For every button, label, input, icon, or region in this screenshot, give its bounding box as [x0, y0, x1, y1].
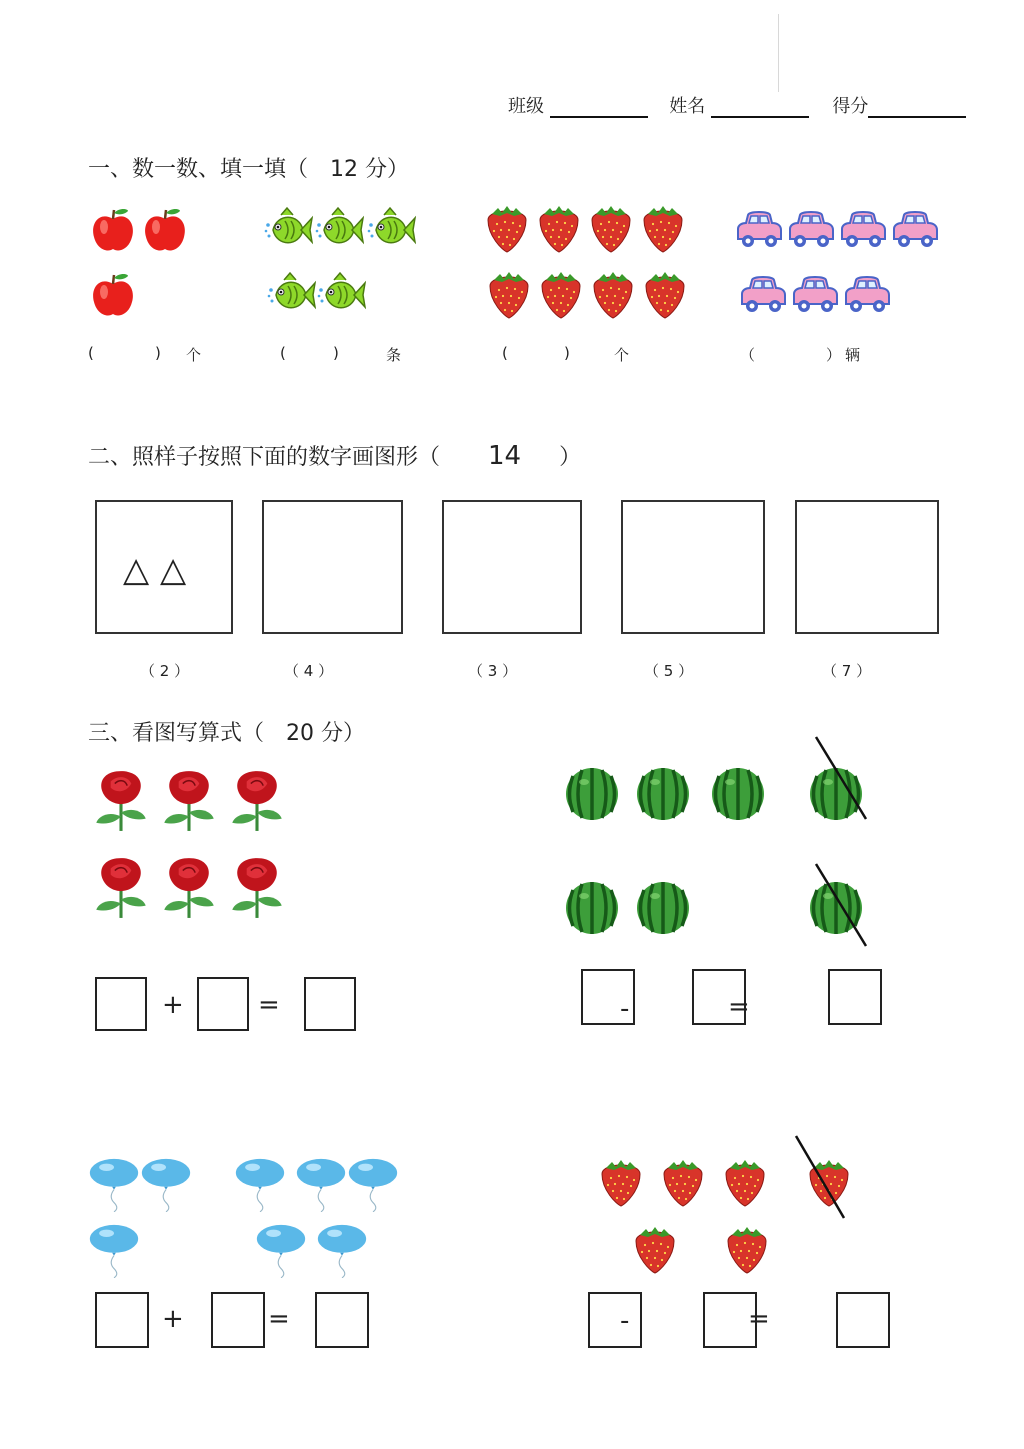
strawberry-icon [482, 204, 532, 254]
balloon-icon [316, 1222, 368, 1278]
answer-close-paren: ) [155, 344, 161, 362]
answer-box[interactable] [304, 977, 356, 1031]
cross-out-line [790, 1134, 854, 1224]
strawberry-icon [586, 204, 636, 254]
section2-points: 14 [488, 441, 522, 471]
name-label: 姓名 [669, 96, 706, 117]
balloon-icon [88, 1156, 140, 1212]
strawberry-icon [534, 204, 584, 254]
equals-sign: = [748, 1304, 770, 1334]
watermelon-icon [710, 766, 766, 822]
header-fields [508, 92, 966, 118]
answer-open-paren: ( [502, 344, 508, 362]
car-icon [890, 205, 940, 255]
drawing-box[interactable] [262, 500, 403, 634]
answer-box[interactable] [836, 1292, 890, 1348]
answer-box[interactable] [95, 977, 147, 1031]
number-label: （ 3 ） [468, 662, 518, 680]
number-label: （ 4 ） [284, 662, 334, 680]
section1-points: 12 分） [330, 157, 410, 182]
name-blank[interactable] [711, 96, 809, 118]
answer-blank-fish[interactable] [290, 340, 330, 364]
answer-unit: 辆 [845, 346, 861, 364]
number-label: （ 7 ） [822, 662, 872, 680]
answer-blank-cars[interactable] [758, 340, 822, 364]
section2-title [88, 440, 581, 471]
strawberry-icon [536, 270, 586, 320]
balloon-icon [140, 1156, 192, 1212]
fish-icon [316, 270, 366, 320]
answer-open-paren: （ [740, 346, 756, 364]
balloon-icon [295, 1156, 347, 1212]
strawberry-icon [484, 270, 534, 320]
equals-sign: = [258, 990, 280, 1020]
drawing-box-example [95, 500, 233, 634]
class-blank[interactable] [550, 96, 648, 118]
answer-close-paren: ) [564, 344, 570, 362]
section3-title [88, 716, 365, 747]
minus-sign: - [620, 1306, 630, 1336]
section3-title-text: 三、看图写算式（ [88, 721, 265, 746]
section3-points: 20 分） [286, 721, 366, 746]
balloon-icon [347, 1156, 399, 1212]
strawberry-icon [658, 1158, 708, 1208]
strawberry-icon [596, 1158, 646, 1208]
score-label: 得分 [832, 96, 869, 117]
answer-unit: 个 [614, 346, 630, 364]
strawberry-icon [720, 1158, 770, 1208]
car-icon [786, 205, 836, 255]
strawberry-icon [640, 270, 690, 320]
fish-icon [266, 270, 316, 320]
strawberry-icon [630, 1225, 680, 1275]
drawing-box[interactable] [621, 500, 765, 634]
rose-icon [158, 765, 220, 833]
answer-box[interactable] [588, 1292, 642, 1348]
cross-out-line [800, 862, 880, 952]
triangle-shapes: △ △ [123, 550, 187, 590]
fish-icon [366, 205, 416, 255]
score-blank[interactable] [868, 96, 966, 118]
watermelon-icon [635, 880, 691, 936]
car-icon [838, 205, 888, 255]
answer-box[interactable] [95, 1292, 149, 1348]
car-icon [790, 270, 840, 320]
car-icon [842, 270, 892, 320]
car-icon [738, 270, 788, 320]
minus-sign: - [620, 994, 630, 1024]
class-label: 班级 [508, 96, 544, 117]
answer-unit: 个 [186, 346, 202, 364]
watermelon-icon [635, 766, 691, 822]
divider-line [778, 14, 779, 92]
section2-title-text: 二、照样子按照下面的数字画图形（ [88, 445, 441, 470]
equals-sign: = [728, 992, 750, 1022]
car-icon [734, 205, 784, 255]
rose-icon [90, 852, 152, 920]
strawberry-icon [638, 204, 688, 254]
answer-blank-strawberries[interactable] [512, 340, 560, 364]
answer-blank-apples[interactable] [98, 340, 150, 364]
balloon-icon [255, 1222, 307, 1278]
drawing-box[interactable] [442, 500, 582, 634]
answer-box[interactable] [197, 977, 249, 1031]
rose-icon [226, 765, 288, 833]
answer-box[interactable] [315, 1292, 369, 1348]
rose-icon [90, 765, 152, 833]
answer-open-paren: ( [88, 344, 94, 362]
rose-icon [158, 852, 220, 920]
strawberry-icon [588, 270, 638, 320]
answer-open-paren: ( [280, 344, 286, 362]
plus-sign: + [162, 990, 184, 1020]
answer-box[interactable] [828, 969, 882, 1025]
balloon-icon [88, 1222, 140, 1278]
answer-unit: 条 [386, 346, 402, 364]
apple-icon [88, 270, 138, 320]
answer-close-paren: ） [826, 346, 842, 364]
section2-close: ） [559, 445, 582, 470]
drawing-box[interactable] [795, 500, 939, 634]
watermelon-icon [564, 766, 620, 822]
answer-box[interactable] [211, 1292, 265, 1348]
apple-icon [88, 205, 138, 255]
section1-title [88, 152, 409, 183]
equals-sign: = [268, 1304, 290, 1334]
cross-out-line [800, 735, 880, 825]
number-label: （ 5 ） [644, 662, 694, 680]
section1-title-text: 一、数一数、填一填（ [88, 157, 309, 182]
fish-icon [314, 205, 364, 255]
number-label: （ 2 ） [140, 662, 190, 680]
apple-icon [140, 205, 190, 255]
plus-sign: + [162, 1304, 184, 1334]
rose-icon [226, 852, 288, 920]
answer-close-paren: ) [333, 344, 339, 362]
balloon-icon [234, 1156, 286, 1212]
strawberry-icon [722, 1225, 772, 1275]
watermelon-icon [564, 880, 620, 936]
fish-icon [263, 205, 313, 255]
